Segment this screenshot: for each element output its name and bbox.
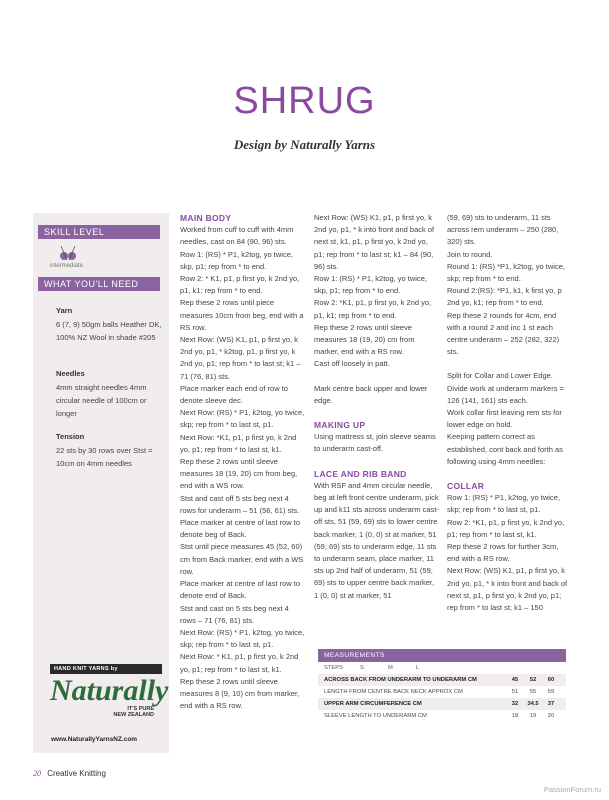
skill-level-label: intermediate <box>50 263 84 269</box>
table-row <box>318 710 566 722</box>
paragraph: Stst and cast on 5 sts beg next 4 rows – 71 (76, 81) sts. <box>180 603 289 625</box>
logo-tagline-2: NEW ZEALAND <box>113 712 154 718</box>
making-up-heading: MAKING UP <box>314 420 366 431</box>
paragraph: Row 2: * K1, p1, p first yo, k 2nd yo, p1, k1; rep from * to end. <box>180 274 300 296</box>
size-header: S <box>360 665 364 671</box>
table-row <box>318 674 566 686</box>
paragraph: Next Row: (RS) * P1, k2tog, yo twice, skp; rep from * to last st, p1. <box>180 627 305 650</box>
paragraph: Next Row: (RS) * P1, k2tog, yo twice, skp; rep from * to last st, p1. <box>180 408 305 430</box>
paragraph: Next Row: *K1, p1, p first yo, k 2nd yo, p1; rep from * to last st, k1. <box>180 432 297 454</box>
column-two <box>314 212 440 602</box>
paragraph: Work collar first leaving rem sts for lower edge on hold. <box>447 408 562 430</box>
size-header: L <box>416 665 420 671</box>
lace-rib-heading: LACE AND RIB BAND <box>314 468 407 479</box>
value-s: 18 <box>511 713 519 719</box>
value-m: 55 <box>529 689 537 695</box>
paragraph: Worked from cuff to cuff with 4mm needles, cast on 84 (90, 96) sts. <box>180 225 294 247</box>
skill-level-heading: SKILL LEVEL <box>38 225 160 239</box>
magazine-name: Creative Knitting <box>47 769 106 778</box>
needles-title: Needles <box>56 369 85 378</box>
row-label: SLEEVE LENGTH TO UNDERARM CM <box>324 713 427 719</box>
paragraph: Row 1: (RS) * P1, k2tog, yo twice, skp, p1; rep from * to end. <box>180 249 293 271</box>
paragraph: (59, 69) sts to underarm, 11 sts across rem underarm – 250 (280, 320) sts. <box>447 213 559 247</box>
tension-title: Tension <box>56 432 85 441</box>
naturally-yarns-logo <box>50 664 169 718</box>
main-body-heading: MAIN BODY <box>180 213 232 223</box>
paragraph: Split for Collar and Lower Edge. Divide work at underarm markers = 126 (141, 161) sts each. <box>447 371 564 405</box>
designer-byline: Design by Naturally Yarns <box>233 137 376 152</box>
paragraph: Place marker at centre of last row to denote beg of Back. <box>180 518 301 540</box>
row-label: UPPER ARM CIRCUMFERENCE CM <box>324 701 422 707</box>
paragraph: Rep these 2 rows until sleeve measures 18 (19, 20) cm from beg, end with a WS row. <box>180 457 298 491</box>
size-header: STEPS <box>324 665 344 671</box>
page-footer <box>33 769 106 778</box>
what-you-need-heading: WHAT YOU'LL NEED <box>38 277 160 291</box>
tension-text: 22 sts by 30 rows over Stst = 10cm on 4mm needles <box>56 446 153 468</box>
logo-name: Naturally <box>50 674 169 707</box>
paragraph: Next Row: (WS) K1, p1, p first yo, k 2nd yo, p1, * k2tog, p1, p first yo, k 2nd yo, p1; rep from * to last st; k1 – 71 (76, 81) sts. <box>180 335 301 381</box>
paragraph: Place marker at centre of last row to denote end of Back. <box>180 579 301 601</box>
paragraph: Rep these 2 rows until piece measures 10cm from beg, end with a RS row. <box>180 298 304 332</box>
column-three <box>447 212 571 614</box>
paragraph: Row 1: (RS) * P1, k2tog, yo twice, skp, p1; rep from * to end. <box>314 274 427 296</box>
logo-band: HAND KNIT YARNS by <box>50 664 162 674</box>
paragraph: Row 1: (RS) * P1, k2tog, yo twice, skp; rep from * to last st, p1. <box>447 493 560 515</box>
paragraph: Place marker each end of row to denote sleeve dec. <box>180 383 288 406</box>
value-m: 52 <box>529 677 537 683</box>
measurements-heading: MEASUREMENTS <box>318 649 566 662</box>
yarn-skill-icon <box>58 244 78 262</box>
value-l: 37 <box>547 701 555 707</box>
page-number: 20 <box>33 769 41 778</box>
paragraph: Next Row: (WS) K1, p1, p first yo, k 2nd yo, p1, * k into front and back of next st, k1, p1, p first yo, k 2nd yo, p1; rep from * to last st; k1 – 84 (90, 96) sts. <box>314 213 435 271</box>
row-label: LENGTH FROM CENTRE BACK NECK APPROX CM <box>324 689 463 695</box>
value-l: 20 <box>547 713 555 719</box>
value-m: 19 <box>529 713 537 719</box>
logo-tagline-1: IT'S PURE <box>127 706 154 712</box>
row-label: ACROSS BACK FROM UNDERARM TO UNDERARM CM <box>324 677 477 683</box>
sizes-header-row <box>318 662 566 674</box>
measurements-table <box>318 649 566 722</box>
paragraph: Rep these 2 rows until sleeve measures 18 (19, 20) cm from marker, end with a RS row. <box>314 322 415 357</box>
paragraph: Mark centre back upper and lower edge. <box>314 383 428 405</box>
value-s: 51 <box>511 689 519 695</box>
paragraph: Round 1: (RS) *P1, k2tog, yo twice, skp; rep from * to end. <box>447 261 565 284</box>
paragraph: With RSF and 4mm circular needle, beg at left front centre underarm, pick up and k11 sts across underarm cast-off sts, 51 (59, 69) sts to lower centre back marker, 1 (0, 0) st at marker, 51 (59, 69) sts to underarm edge, 11 sts to underarm seam, place marker, 11 sts up 2nd half of underarm, 51 (59, 69) sts to upper centre back marker, 1 (0, 0) st at marker, 51 <box>314 480 439 600</box>
yarn-title: Yarn <box>56 306 73 315</box>
value-s: 32 <box>511 701 519 707</box>
paragraph: Stst until piece measures 45 (52, 60) cm from Back marker, end with a WS row. <box>180 542 304 576</box>
paragraph: Round 2:(RS): *P1, k1, k first yo, p 2nd yo, k1; rep from * to end. <box>447 286 562 308</box>
website-url[interactable]: www.NaturallyYarnsNZ.com <box>51 736 138 743</box>
collar-heading: COLLAR <box>447 481 485 492</box>
paragraph: Rep these 2 rows for further 3cm, end with a RS row. <box>447 542 559 564</box>
paragraph: Row 2: *K1, p1, p first yo, k 2nd yo, p1; rep from * to last st, k1. <box>447 517 565 539</box>
paragraph: Next Row: * K1, p1, p first yo, k 2nd yo, p1; rep from * to last st, k1. <box>180 652 299 674</box>
table-row <box>318 686 566 698</box>
paragraph: Rep these 2 rounds for 4cm, end with a round 2 and inc 1 st each centre underarm – 252 (282, 322) sts. <box>447 310 560 357</box>
page-title: SHRUG <box>233 80 376 122</box>
paragraph: Using mattress st, join sleeve seams to underarm cast-off. <box>314 432 436 454</box>
paragraph: Cast off loosely in patt. <box>314 359 390 369</box>
column-main-body <box>180 212 305 712</box>
value-s: 45 <box>511 677 519 683</box>
paragraph: Row 2: *K1, p1, p first yo, k 2nd yo, p1, k1; rep from * to end. <box>314 298 432 320</box>
paragraph: Stst and cast off 5 sts beg next 4 rows for underarm – 51 (56, 61) sts. <box>180 493 300 515</box>
value-l: 60 <box>547 677 555 683</box>
watermark: PassionForum.ru <box>543 785 601 794</box>
paragraph: Join to round. <box>447 249 493 259</box>
paragraph: Keeping pattern correct as established, cont back and forth as following using 4mm needles: <box>447 432 563 466</box>
size-header: M <box>388 665 393 671</box>
yarn-text: 6 (7, 9) 50gm balls Heather DK, 100% NZ Wool in shade #205 <box>56 320 162 342</box>
value-l: 59 <box>547 689 555 695</box>
value-m: 34.5 <box>527 701 539 707</box>
needles-text: 4mm straight needles 4mm circular needle of 100cm or longer <box>56 383 147 418</box>
paragraph: Next Row: (WS) K1, p1, p first yo, k 2nd yo, p1, * k into front and back of next st, p1, p first yo, k 2nd yo, p1; rep from * to last st; k1 – 150 <box>447 566 568 613</box>
table-row <box>318 698 566 710</box>
paragraph: Rep these 2 rows until sleeve measures 8 (9, 10) cm from marker, end with a RS row. <box>180 676 300 711</box>
